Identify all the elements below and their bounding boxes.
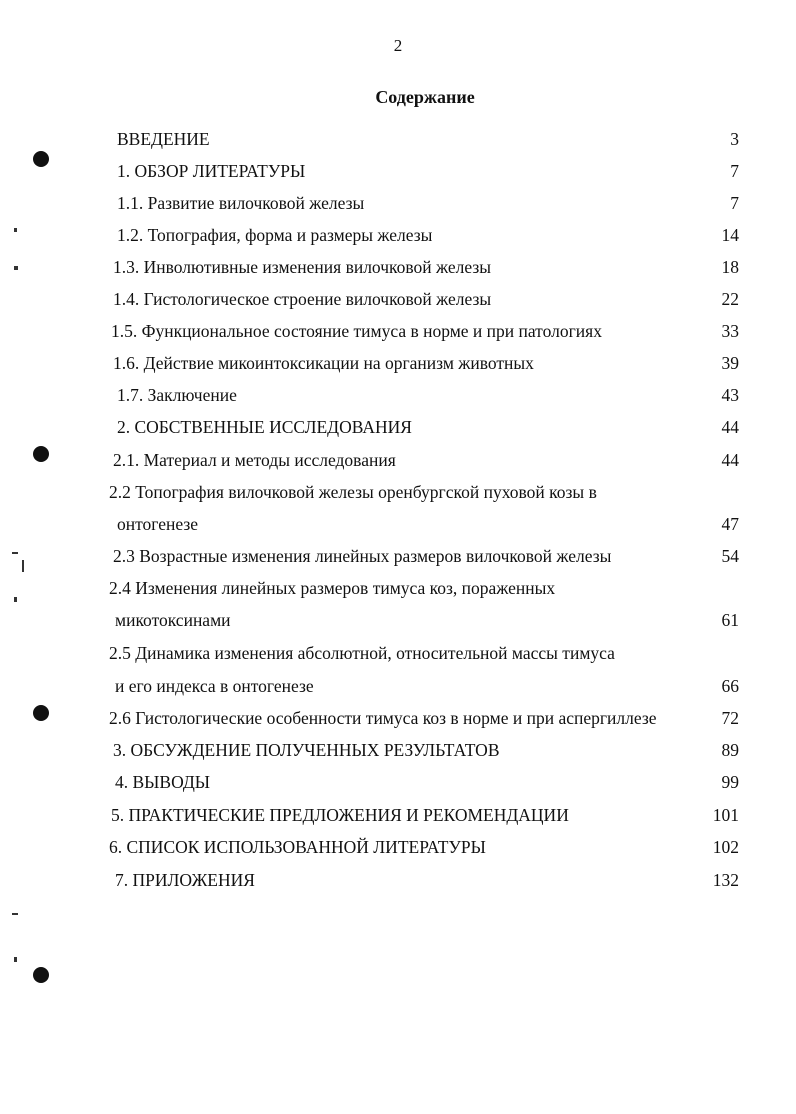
- toc-entry-page: 7: [730, 161, 739, 181]
- binder-hole: [33, 705, 49, 721]
- scan-speck: [14, 228, 17, 232]
- binder-hole: [33, 151, 49, 167]
- binder-hole: [33, 967, 49, 983]
- toc-entry-page: 61: [721, 610, 739, 630]
- toc-entry-title: 2.2 Топография вилочковой железы оренбургской пуховой козы в: [109, 482, 597, 502]
- scan-speck: [12, 913, 18, 915]
- page-title: Содержание: [375, 87, 475, 107]
- toc-entry-page: 14: [721, 225, 739, 245]
- toc-entry-title: 2.6 Гистологические особенности тимуса коз в норме и при аспергиллезе: [109, 708, 657, 728]
- toc-entry-page: 39: [721, 353, 739, 373]
- toc-entry-title: 1.2. Топография, форма и размеры железы: [117, 225, 433, 245]
- toc-entry-page: 22: [721, 289, 739, 309]
- toc-entry-page: 99: [721, 772, 739, 792]
- toc-entry-title: 1.7. Заключение: [117, 385, 237, 405]
- toc-entry-title: микотоксинами: [115, 610, 231, 630]
- toc-entry-page: 44: [721, 450, 739, 470]
- toc-entry-title: 3. ОБСУЖДЕНИЕ ПОЛУЧЕННЫХ РЕЗУЛЬТАТОВ: [113, 740, 500, 760]
- toc-entry-page: 33: [721, 321, 739, 341]
- toc-entry-title: 6. СПИСОК ИСПОЛЬЗОВАННОЙ ЛИТЕРАТУРЫ: [109, 837, 486, 857]
- toc-entry-title: 1.1. Развитие вилочковой железы: [117, 193, 365, 213]
- toc-entry-title: и его индекса в онтогенезе: [115, 676, 314, 696]
- toc-entry-page: 89: [721, 740, 739, 760]
- toc-entry-title: 2. СОБСТВЕННЫЕ ИССЛЕДОВАНИЯ: [117, 417, 412, 437]
- toc-entry-title: 7. ПРИЛОЖЕНИЯ: [115, 870, 255, 890]
- toc-entry-page: 72: [721, 708, 739, 728]
- page-number: 2: [393, 36, 403, 55]
- scan-speck: [14, 957, 17, 962]
- scan-speck: [14, 266, 18, 270]
- toc-entry-title: 2.3 Возрастные изменения линейных размеров вилочковой железы: [113, 546, 612, 566]
- binder-hole: [33, 446, 49, 462]
- scan-speck: [14, 597, 17, 602]
- toc-entry-page: 102: [712, 837, 739, 857]
- toc-entry-page: 132: [712, 870, 739, 890]
- toc-entry-title: 1.5. Функциональное состояние тимуса в норме и при патологиях: [111, 321, 602, 341]
- scan-speck: [22, 560, 24, 572]
- toc-entry-page: 54: [721, 546, 739, 566]
- toc-entry-page: 7: [730, 193, 739, 213]
- toc-entry-title: 1.3. Инволютивные изменения вилочковой железы: [113, 257, 492, 277]
- toc-entry-title: 2.1. Материал и методы исследования: [113, 450, 396, 470]
- toc-entry-page: 66: [721, 676, 739, 696]
- toc-entry-page: 18: [721, 257, 739, 277]
- toc-entry-title: 1.6. Действие микоинтоксикации на организм животных: [113, 353, 534, 373]
- toc-entry-title: 2.4 Изменения линейных размеров тимуса коз, пораженных: [109, 578, 556, 598]
- toc-entry-title: онтогенезе: [117, 514, 199, 534]
- toc-entry-page: 3: [730, 129, 739, 149]
- toc-entry-title: 1. ОБЗОР ЛИТЕРАТУРЫ: [117, 161, 306, 181]
- toc-entry-title: 1.4. Гистологическое строение вилочковой железы: [113, 289, 492, 309]
- scan-speck: [12, 552, 18, 554]
- toc-entry-title: 4. ВЫВОДЫ: [115, 772, 211, 792]
- toc-entry-page: 47: [721, 514, 739, 534]
- toc-entry-page: 101: [712, 805, 739, 825]
- toc-entry-title: 2.5 Динамика изменения абсолютной, относительной массы тимуса: [109, 643, 615, 663]
- toc-entry-page: 44: [721, 417, 739, 437]
- toc-entry-title: ВВЕДЕНИЕ: [117, 129, 210, 149]
- toc-entry-title: 5. ПРАКТИЧЕСКИЕ ПРЕДЛОЖЕНИЯ И РЕКОМЕНДАЦИИ: [111, 805, 569, 825]
- toc-entry-page: 43: [721, 385, 739, 405]
